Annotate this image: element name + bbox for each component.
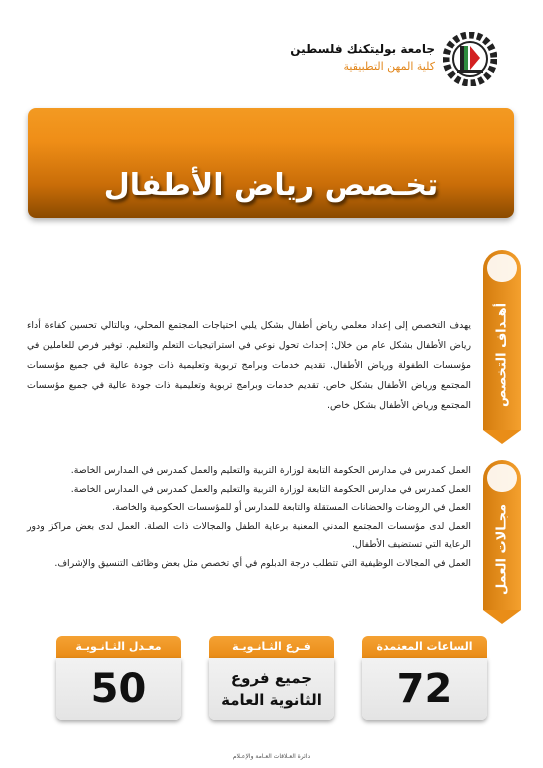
average-card bbox=[56, 636, 181, 722]
header bbox=[0, 28, 543, 88]
goals-paragraph: يهدف التخصص إلى إعداد معلمي رياض أطفال بشكل يلبي احتياجات المجتمع المحلي، وبالتالي تحسين كفاءة أداء رياض الأطفال بشكل عام من خلال: إحداث تحول نوعي في استراتيجيات التعلم والتعليم. توفير فرص للعاملين في مؤسسات الطفولة ورياض الأطفال. تقديم خدمات وبرامج تربوية وتعليمية ذات جودة عالية في جميع مؤسسات المجتمع ورياض الأطفال بشكل خاص. تقديم خدمات وبرامج تربوية وتعليمية ذات جودة عالية في جميع مؤسسات المجتمع ورياض الأطفال بشكل خاص. bbox=[27, 320, 471, 411]
tab-cap bbox=[487, 464, 517, 492]
credit-hours-value: 72 bbox=[362, 658, 487, 720]
goals-tab-label: أهـداف التخصص bbox=[494, 302, 510, 408]
branch-card bbox=[209, 636, 334, 722]
list-item: العمل كمدرس في مدارس الحكومة التابعة لوزارة التربية والتعليم والعمل كمدرس في المدارس الخاصة. bbox=[70, 483, 471, 495]
footer-text: دائرة العـلاقات العـامة والإعـلام bbox=[232, 753, 311, 760]
page-title: تخـصص رياض الأطفال bbox=[103, 168, 439, 203]
college-name: كلية المهن التطبيقية bbox=[343, 60, 435, 73]
jobs-list bbox=[27, 462, 471, 573]
university-logo bbox=[443, 32, 497, 86]
branch-label: فـرع الثـانـويـة bbox=[209, 636, 334, 658]
credit-hours-label: الساعات المعتمدة bbox=[362, 636, 487, 658]
list-item: العمل لدى مؤسسات المجتمع المدني المعنية برعاية الطفل والمجالات ذات الصلة. العمل لدى بعض مراكز ودور الرعاية التي تستضيف الأطفال. bbox=[27, 520, 471, 550]
list-item: العمل في المجالات الوظيفية التي تتطلب درجة الدبلوم في أي تخصص مثل بعض وظائف التنسيق والإشراف. bbox=[54, 557, 471, 569]
branch-value: جميع فروع الثانوية العامة bbox=[209, 658, 334, 720]
average-label: معـدل الثـانـويـة bbox=[56, 636, 181, 658]
goals-tab bbox=[483, 250, 521, 430]
title-banner bbox=[28, 108, 514, 218]
credit-hours-card bbox=[362, 636, 487, 722]
jobs-tab bbox=[483, 460, 521, 610]
list-item: العمل في الروضات والحضانات المستقلة والتابعة للمدارس أو للمؤسسات الحكومية والخاصة. bbox=[112, 502, 471, 513]
list-item: العمل كمدرس في مدارس الحكومة التابعة لوزارة التربية والتعليم والعمل كمدرس في المدارس الخاصة. bbox=[70, 465, 471, 476]
jobs-tab-label: مجـالات العمل bbox=[494, 504, 510, 596]
average-value: 50 bbox=[56, 658, 181, 720]
university-name: جامعة بوليتكنك فلسطين bbox=[290, 42, 435, 56]
tab-cap bbox=[487, 254, 517, 282]
